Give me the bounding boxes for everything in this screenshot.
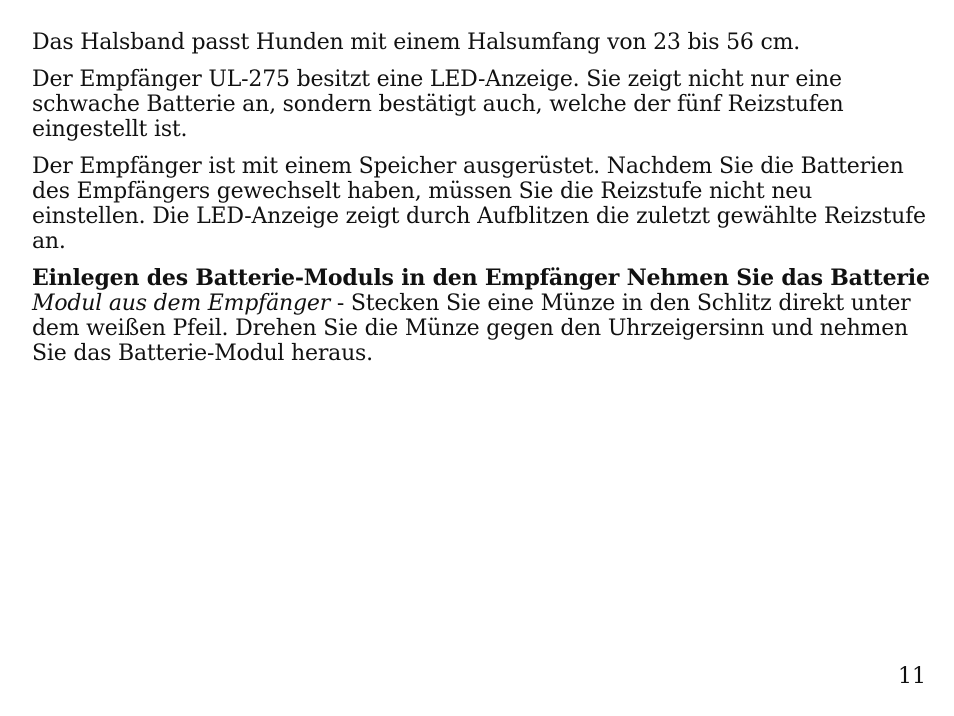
section-lead: Modul aus dem Empfänger	[32, 291, 331, 316]
memory-paragraph: Der Empfänger ist mit einem Speicher ausgerüstet. Nachdem Sie die Batterien des Empfängers gewechselt haben, müssen Sie die Reizstufe nicht neu einstellen. Die LED-Anzeige zeigt durch Aufblitzen die zuletzt gewählte Reizstufe an.	[32, 154, 926, 254]
led-display-paragraph: Der Empfänger UL-275 besitzt eine LED-Anzeige. Sie zeigt nicht nur eine schwache Batterie an, sondern bestätigt auch, welche der fünf Reizstufen eingestellt ist.	[32, 67, 844, 142]
document-page	[32, 30, 932, 378]
battery-module-section	[32, 266, 932, 366]
section-body: - Stecken Sie eine Münze in den Schlitz direkt unter dem weißen Pfeil. Drehen Sie die Münze gegen den Uhrzeigersinn und nehmen Sie das Batterie-Modul heraus.	[32, 291, 911, 366]
section-heading: Einlegen des Batterie-Moduls in den Empfänger Nehmen Sie das Batterie	[32, 265, 930, 291]
collar-size-paragraph: Das Halsband passt Hunden mit einem Halsumfang von 23 bis 56 cm.	[32, 30, 801, 55]
page-number: 11	[898, 664, 926, 689]
